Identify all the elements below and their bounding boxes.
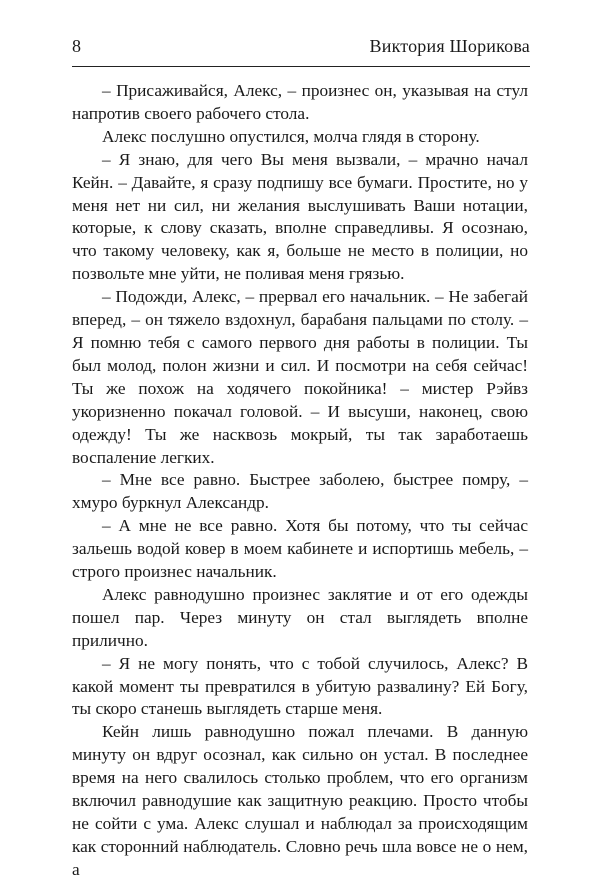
paragraph: – Я знаю, для чего Вы меня вызвали, – мрачно начал Кейн. – Давайте, я сразу подпишу все бумаги. Простите, но у меня нет ни сил, ни желания выслушивать Ваши нотации, которые, к слову сказать, вполне справедливы. Я осознаю, что такому человеку, как я, больше не место в полиции, но позвольте мне уйти, не поливая меня грязью. — [72, 149, 528, 284]
header-rule — [72, 66, 530, 67]
paragraph: – Мне все равно. Быстрее заболею, быстрее помру, – хмуро буркнул Александр. — [72, 470, 528, 513]
running-header — [72, 32, 530, 60]
paragraph: – Подожди, Алекс, – прервал его начальник. – Не забегай вперед, – он тяжело вздохнул, барабаня пальцами по столу. – Я помню тебя с самого первого дня работы в полиции. Ты был молод, полон жизни и сил. И посмотри на себя сейчас! Ты же похож на ходячего покойника! – мистер Рэйвз укоризненно покачал головой. – И высуши, наконец, свою одежду! Ты же насквозь мокрый, ты так заработаешь воспаление легких. — [72, 287, 528, 467]
running-title: Виктория Шорикова — [369, 36, 530, 56]
body-text — [72, 80, 528, 882]
paragraph: Кейн лишь равнодушно пожал плечами. В данную минуту он вдруг осознал, как сильно он устал. В последнее время на него свалилось столько проблем, что его организм включил равнодушие как защитную реакцию. Просто чтобы не сойти с ума. Алекс слушал и наблюдал за происходящим как сторонний наблюдатель. Словно речь шла вовсе не о нем, а — [72, 722, 528, 879]
paragraph: Алекс послушно опустился, молча глядя в сторону. — [102, 126, 480, 146]
page-number: 8 — [72, 36, 81, 56]
paragraph: – А мне не все равно. Хотя бы потому, что ты сейчас зальешь водой ковер в моем кабинете и испортишь мебель, – строго произнес начальник. — [72, 516, 528, 582]
paragraph: – Присаживайся, Алекс, – произнес он, указывая на стул напротив своего рабочего стола. — [72, 81, 528, 123]
paragraph: – Я не могу понять, что с тобой случилось, Алекс? В какой момент ты превратился в убитую развалину? Ей Богу, ты скоро станешь выглядеть старше меня. — [72, 653, 528, 719]
paragraph: Алекс равнодушно произнес заклятие и от его одежды пошел пар. Через минуту он стал выглядеть вполне прилично. — [72, 584, 528, 650]
